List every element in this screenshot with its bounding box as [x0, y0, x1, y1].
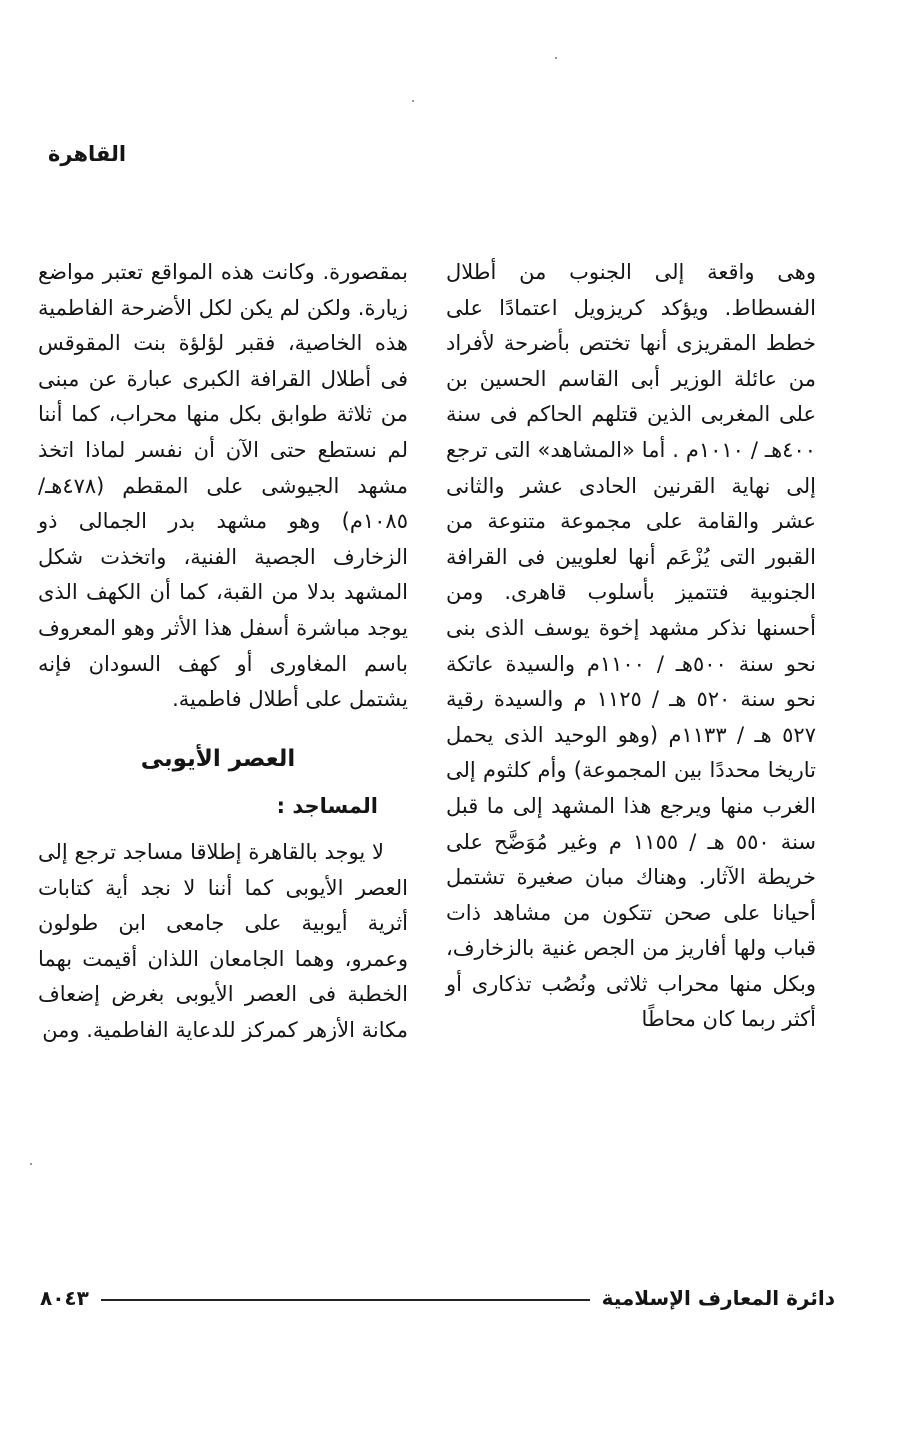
footer-rule — [101, 1299, 590, 1301]
left-column — [38, 255, 408, 1048]
right-column-paragraph: وهى واقعة إلى الجنوب من أطلال الفسطاط. ويؤكد كريزويل اعتمادًا على خطط المقريزى أنها تختص بأضرحة لأفراد من عائلة الوزير أبى القاسم الحسين بن على المغربى الذين قتلهم الحاكم فى سنة ٤٠٠هـ / ١٠١٠م . أما «المشاهد» التى ترجع إلى نهاية القرنين الحادى عشر والثانى عشر والقامة على مجموعة متنوعة من القبور التى يُزْعَم أنها لعلويين فى القرافة الجنوبية فتتميز بأسلوب قاهرى. ومن أحسنها نذكر مشهد إخوة يوسف الذى بنى نحو سنة ٥٠٠هـ / ١١٠٠م والسيدة عاتكة نحو سنة ٥٢٠ هـ / ١١٢٥ م والسيدة رقية ٥٢٧ هـ / ١١٣٣م (وهو الوحيد الذى يحمل تاريخا محددًا بين المجموعة) وأم كلثوم إلى الغرب منها ويرجع هذا المشهد إلى ما قبل سنة ٥٥٠ هـ / ١١٥٥ م وغير مُوَضَّح على خريطة الآثار. وهناك مبان صغيرة تشتمل أحيانا على صحن تتكون من مشاهد ذات قباب ولها أفاريز من الجص غنية بالزخارف، وبكل منها محراب ثلاثى ونُصُب تذكارى أو أكثر ربما كان محاطًا — [446, 260, 817, 1032]
running-head: القاهرة — [48, 142, 127, 166]
subsection-title: المساجد : — [276, 794, 378, 819]
left-column-paragraph: بمقصورة. وكانت هذه المواقع تعتبر مواضع زيارة. ولكن لم يكن لكل الأضرحة الفاطمية هذه الخاصية، فقبر لؤلؤة بنت المقوقس فى أطلال القرافة الكبرى عبارة عن مبنى من ثلاثة طوابق بكل منها محراب، كما أننا لم نستطع حتى الآن أن نفسر لماذا اتخذ مشهد الجيوشى على المقطم (٤٧٨هـ/ ١٠٨٥م) وهو مشهد بدر الجمالى ذو الزخارف الجصية الفنية، واتخذت شكل المشهد بدلا من القبة، كما أن الكهف الذى يوجد مباشرة أسفل هذا الأثر وهو المعروف باسم المغاورى أو كهف السودان فإنه يشتمل على أطلال فاطمية. — [38, 260, 408, 712]
section-title: العصر الأيوبى — [140, 745, 296, 772]
left-column-paragraph-2: لا يوجد بالقاهرة إطلاقا مساجد ترجع إلى العصر الأيوبى كما أننا لا نجد أية كتابات أثرية أيوبية على جامعى ابن طولون وعمرو، وهما الجامعان اللذان أقيمت بهما الخطبة فى العصر الأيوبى بغرض إضعاف مكانة الأزهر كمركز للدعاية الفاطمية. ومن — [38, 839, 408, 1042]
page-footer — [40, 1283, 835, 1313]
footer-title: دائرة المعارف الإسلامية — [601, 1286, 835, 1310]
scan-speck — [555, 57, 557, 59]
scan-speck — [412, 100, 414, 102]
scan-speck — [30, 1163, 32, 1165]
page-number: ٨٠٤٣ — [40, 1286, 89, 1310]
right-column — [446, 255, 816, 1038]
